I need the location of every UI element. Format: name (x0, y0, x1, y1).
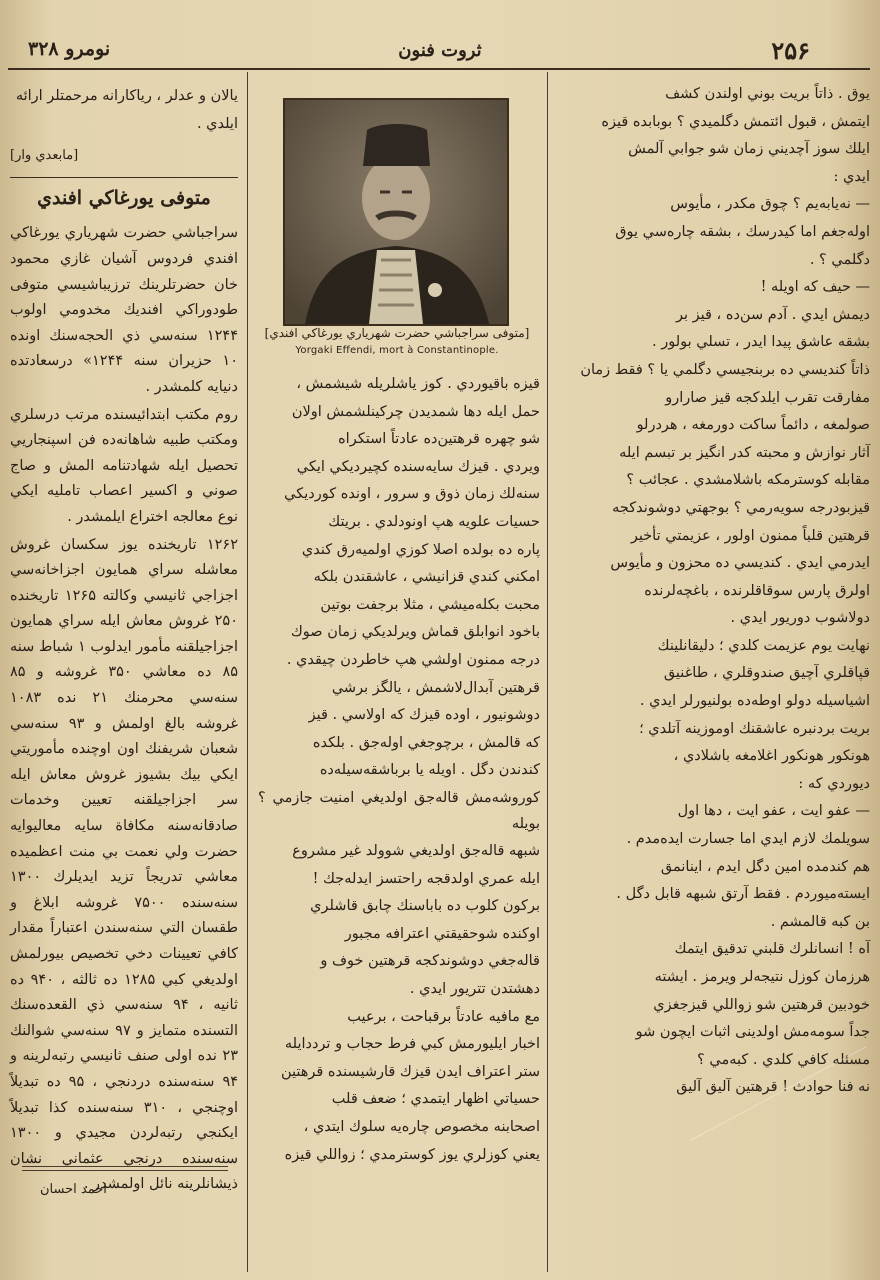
text-line: ديوردي كه : (798, 775, 870, 792)
article-body (10, 221, 238, 1198)
section-rule (10, 177, 238, 178)
article-title: متوفى يورغاكي افندي (37, 186, 211, 209)
text-line: اشياسيله دولو اوطه‌ده بولنيورلر ايدي . (639, 693, 870, 710)
text-line: اوله‌جغم اما كيدرسك ، بشقه چاره‌سي يوق (615, 223, 870, 240)
text-line: مسئله كافي كلدي . كبه‌مي ؟ (697, 1051, 870, 1068)
text-line: يعني كوزلري يوز كوسترمدي ؛ زواللي قيزه (284, 1146, 540, 1163)
text-line: حسيات علويه هپ اونودلدي . بريتك (328, 513, 540, 530)
text-line: آثار نوازش و محبته كدر انگيز بر تبسم ايله (619, 444, 870, 461)
text-line: ايدي : (833, 168, 870, 185)
text-line: حمل ايله دها شمديدن چركينلشمش اولان (291, 403, 540, 420)
text-line: — عفو ايت ، عفو ايت ، دها اول (677, 803, 870, 820)
text-line: ديمش ايدي . آدم سن‌ده ، قيز بر (676, 306, 870, 323)
text-line: اولرق پارس سوقاقلرنده ، باغچه‌لرنده (644, 582, 870, 599)
issue-number: نومرو ۳۲۸ (28, 38, 111, 60)
column-divider-right (547, 72, 548, 1272)
text-line: ذاتاً كنديسي ده بربنجيسي دگلمي يا ؟ فقط زمان (580, 361, 870, 378)
text-line: باخود انوابلق قماش ويرلديكي زمان صوك (290, 624, 540, 641)
portrait-image (285, 100, 507, 324)
journal-title: ثروت فنون (398, 40, 482, 61)
text-line: خودبين قرهتين شو زواللي قيزجغزي (653, 996, 870, 1013)
text-line: اوكنده شوحقيقتي اعترافه مجبور (344, 925, 540, 942)
photo-caption-french: Yorgaki Effendi, mort à Constantinople. (295, 345, 499, 356)
text-line: — نه‌يابه‌يم ؟ چوق مكدر ، مأيوس (670, 196, 870, 213)
paragraph: روم مكتب ابتدائيسنده مرتب درسلري ومكتب طبيه شاهانه‌ده فن اسپنجاريي تحصيل ايله شهادتنامه المش و صاج صوني و اكسير اعصاب تامليه ايكي نوع معالجه اختراع ايلمشدر . (10, 406, 238, 525)
text-line: مفارقت تقرب ايلدكجه قيز صارارو (665, 389, 870, 406)
text-line: درجه ممنون اولشي هپ خاطردن چيقدي . (286, 651, 540, 668)
text-line: دوشونيور ، اوده قيزك كه اولاسي . قيز (308, 707, 540, 724)
text-line: دولاشوب دوريور ايدي . (730, 610, 870, 627)
text-line: قرهتين قلباً ممنون اولور ، عزيمتي تأخير (630, 527, 870, 544)
text-line: جداً سومه‌مش اولدينى اثبات ايچون شو (635, 1024, 870, 1041)
photo-caption-ottoman: [متوفى سراجباشي حضرت شهرياري يورغاكي افندي] (264, 326, 530, 340)
middle-column-text (258, 372, 540, 1170)
text-line: كوروشه‌مش قاله‌جق اولديغي امنيت جازمي ؟ بويله (258, 789, 540, 832)
column-divider-left (247, 72, 248, 1272)
paragraph: سراجباشي حضرت شهرياري يورغاكي افندي فردوس آشيان غازي محمود خان حضرتلرينك ترزيباشيسي متوفى طودوراكي افنديك مخدومي اولوب ۱۲۴۴ سنه‌سي ذي الحجه‌سنك اونده ۱۰ حزيران سنه ۱۲۴۴» درسعادتده دنيايه كلمشدر . (10, 225, 238, 395)
text-line: قپاقلري آچيق صندوقلري ، طاغنيق (663, 665, 870, 682)
text-line: صولمغه ، دائماً ساكت دورمغه ، هردرلو (636, 417, 870, 434)
signature: احمد احسان (40, 1182, 107, 1197)
text-line: كه قالمش ، برچوجغي اوله‌جق . بلكده (312, 734, 540, 751)
text-line: ايله عمري اولدقجه راحتسز ايدله‌جك ! (312, 870, 540, 887)
text-line: يالان و عدلر ، رياكارانه مرحمتلر ارائه (15, 88, 238, 104)
portrait-photo (283, 98, 509, 326)
text-line: ويردي . قيزك سايه‌سنده كچيرديكي ايكي (296, 458, 540, 475)
text-line: اخبار ايليورمش كبي فرط حجاب و ترددايله (284, 1036, 540, 1053)
paragraph: ۱۲۶۲ تاريخنده يوز سكسان غروش معاشله سراي همايون اجزاخانه‌سي اجزاجي ثانيسي وكالته ۱۲۶۵ تاريخنده ۲۵۰ غروش معاش ايله سراي همايون اجزاجيلقنه مأمور ايدلوب ۱ شباط سنه ۸۵ ده معاشي ۳۵۰ غروشه و ۸۵ سنه‌سي محرمنك ۲۱ نده ۱۰۸۳ غروشه بالغ اولمش و ۹۳ سنه‌سي شعبان شريفنك اون اوچنده مأموريتي ايكي بيك بشيوز غروش معاش ايله سر اجزاجيلقنه تعيين وخدمات صادقانه‌سنه مكافاة سايه معاليوايه حضرت ولي نعمت بي منت اعظميده معاشي تدريجاً تزيد ايديلرك ۱۳۰۰ سنه‌سنده ۷۵۰۰ غروشه ابلاغ و طقسان التي سنه‌سندن اعتباراً مقدار كافي تعيينات دخي تخصيص بيورلمش اولديغي كبي ۱۲۸۵ ده ثالثه ، ۹۴۰ ده ثانيه ، ۹۴ سنه‌سي ذي القعده‌سنك التسنده متمايز و ۹۷ سنه‌سي شوالنك ۲۳ نده اولى صنف ثانيسي رتبه‌لرينه و ۹۴ سنه‌سنده دردنجي ، ۹۵ ده تبديلاً اوچنجي ، ۳۱۰ سنه‌سنده كذا تبديلاً ايكنجي رتبه‌لردن مجيدي و ۱۳۰۰ سنه‌سنده درنجي عثماني نشان ذيشانلرينه نائل اولمشدر . (10, 536, 239, 1193)
continued-note: [مابعدي وار] (10, 148, 79, 164)
signature-rule-bottom (22, 1170, 228, 1171)
text-line: دهشتدن تتريور ايدي . (409, 981, 540, 998)
text-line: مع مافيه عادتاً برقباحت ، برعيب (347, 1008, 540, 1025)
text-line: حسياتي اظهار ايتمدي ؛ ضعف قلب (331, 1091, 540, 1108)
left-column (10, 84, 238, 1200)
text-line: شبهه قاله‌جق اولديغي شوولد غير مشروع (292, 843, 540, 860)
text-line: بركون كلوب ده باباسنك چابق قاشلري (310, 898, 540, 915)
text-line: محبت بكله‌ميشي ، مثلا برجفت بوتين (320, 596, 540, 613)
text-line: نه فنا حوادث ! قرهتين آليق آليق (676, 1079, 870, 1096)
text-line: هونكور هونكور اغلامغه باشلادي ، (673, 748, 870, 765)
text-line: — حيف كه اويله ! (760, 279, 870, 296)
text-line: قيزبودرجه سويه‌رمي ؟ بوجهتي دوشوندكجه (612, 499, 870, 516)
text-line: قيزه باقيوردي . كوز ياشلريله شيشمش ، (296, 376, 540, 392)
text-line: اصحابنه مخصوص چاره‌يه سلوك ايتدي ، (303, 1119, 540, 1136)
text-line: بن كبه قالمشم . (770, 913, 870, 930)
page-header (10, 36, 870, 66)
text-line: كندندن دگل . اويله يا برباشقه‌سيله‌ده (319, 762, 540, 779)
text-line: قرهتين آبدال‌لاشمش ، يالگز برشي (331, 679, 540, 696)
text-line: نهايت يوم عزيمت كلدي ؛ دليقانلينك (657, 637, 870, 654)
header-rule (8, 68, 870, 70)
text-line: ايلك سوز آچديني زمان شو جوابي آلمش (628, 141, 870, 158)
text-line: شو چهره قرهتين‌ده عادتاً استكراه (338, 431, 540, 448)
text-line: بشقه عاشق پيدا ايدر ، تسلي بولور . (652, 334, 870, 351)
text-line: ايدرمي ايدي . كنديسي ده محزون و مأيوس (610, 555, 870, 572)
text-line: هرزمان كوزل نتيجه‌لر ويرمز . ايشته (654, 969, 870, 985)
text-line: ايتمش ، قبول ائتمش دگلميدي ؟ بوبابده قيزه (601, 113, 870, 130)
text-line: ستر اعتراف ايدن قيزك قارشيسنده قرهتين (280, 1063, 540, 1080)
text-line: سويلمك لازم ايدي اما جسارت ايده‌مدم . (626, 831, 870, 848)
text-line: مقابله كوسترمكه باشلامشدي . عجائب ؟ (626, 472, 870, 489)
text-line: دگلمي ؟ . (809, 251, 870, 268)
text-line: قاله‌جغي دوشوندكجه قرهتين خوف و (320, 953, 540, 970)
page-number: ۲۵۶ (771, 36, 810, 65)
text-line: پاره ده بولده اصلا كوزي اولميه‌رق كندي (301, 541, 540, 558)
left-column-top-lines (10, 84, 238, 137)
text-line: هم كندمده امين دگل ايدم ، اينانمق (660, 858, 870, 875)
text-line: امكني كندي قزانيشي ، عاشقندن بلكه (313, 569, 540, 586)
text-line: سنه‌لك زمان ذوق و سرور ، اونده كورديكي (284, 486, 540, 503)
right-column-text (556, 82, 870, 1103)
text-line: ايلدي . (196, 115, 238, 132)
signature-rule-top (22, 1166, 228, 1167)
text-line: ايسته‌ميوردم . فقط آرتق شبهه قابل دگل . (616, 886, 870, 903)
text-line: بريت بردنبره عاشقنك اوموزينه آتلدي ؛ (639, 720, 870, 737)
text-line: آه ! انسانلرك قلبني تدقيق ايتمك (674, 941, 870, 958)
text-line: يوق . ذاتاً بريت بوني اولندن كشف (665, 86, 870, 102)
